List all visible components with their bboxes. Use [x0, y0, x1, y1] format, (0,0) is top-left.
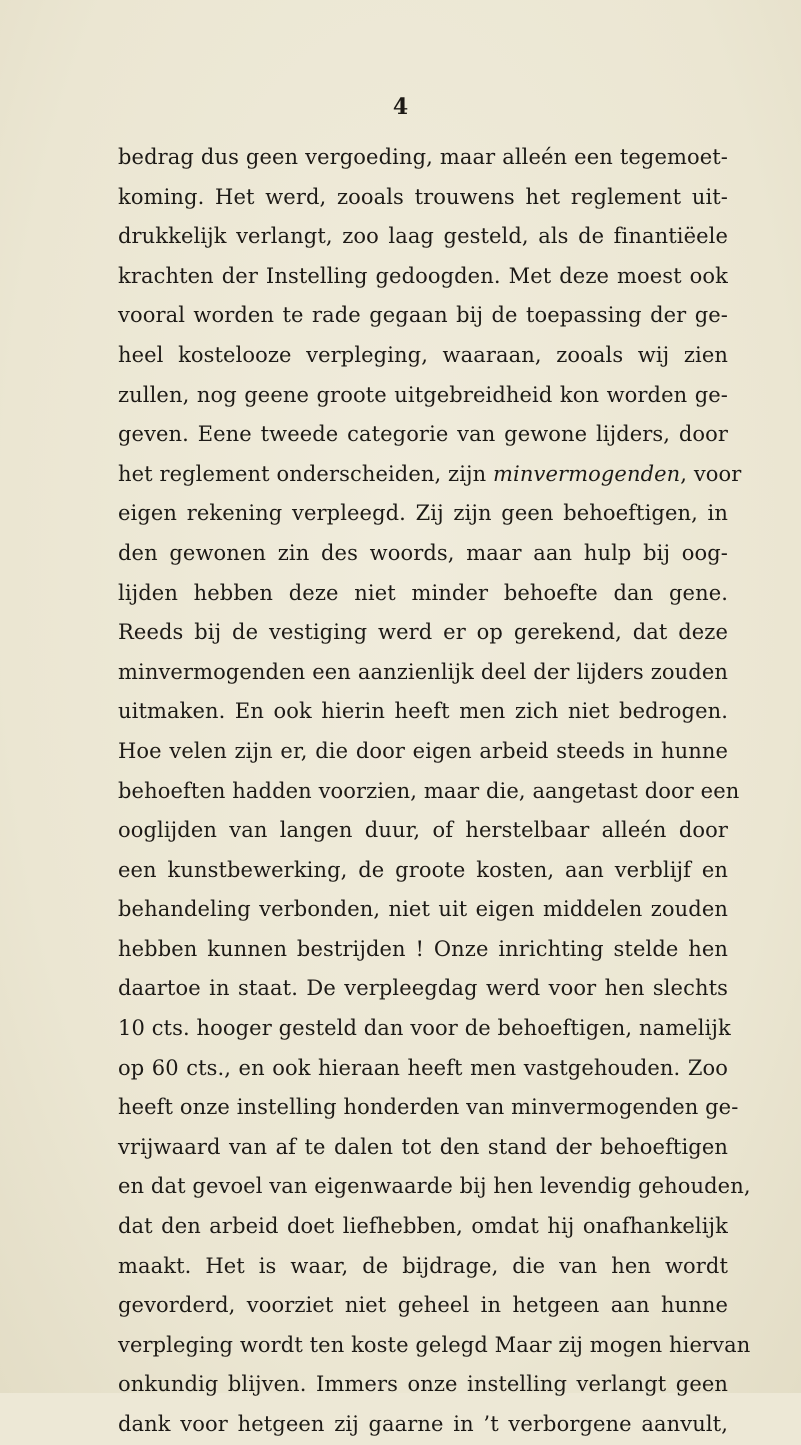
text-line: maakt. Het is waar, de bijdrage, die van hen wordt — [118, 1253, 728, 1278]
text-line: daartoe in staat. De verpleegdag werd voor hen slechts — [118, 976, 728, 1001]
text-line: drukkelijk verlangt, zoo laag gesteld, als de finantiëele — [118, 224, 728, 249]
text-line: geven. Eene tweede categorie van gewone lijders, door — [118, 422, 728, 447]
text-segment: , voor — [680, 461, 742, 486]
text-line: koming. Het werd, zooals trouwens het reglement uit- — [118, 184, 728, 209]
text-line: vooral worden te rade gegaan bij de toepassing der ge- — [118, 303, 728, 328]
text-line: dank voor hetgeen zij gaarne in ’t verborgene aanvult, — [118, 1412, 728, 1436]
text-line: ooglijden van langen duur, of herstelbaar alleén door — [118, 818, 728, 843]
text-line: eigen rekening verpleegd. Zij zijn geen behoeftigen, in — [118, 501, 728, 526]
text-line: behandeling verbonden, niet uit eigen middelen zouden — [118, 897, 728, 922]
text-line: een kunstbewerking, de groote kosten, aan verblijf en — [118, 857, 728, 882]
text-line: bedrag dus geen vergoeding, maar alleén een tegemoet- — [118, 145, 728, 169]
text-line: den gewonen zin des woords, maar aan hulp bij oog- — [118, 540, 728, 565]
text-line: heeft onze instelling honderden van minvermogenden ge- — [118, 1095, 739, 1120]
text-line: heel kostelooze verpleging, waaraan, zooals wij zien — [118, 342, 728, 367]
page-number: 4 — [392, 94, 409, 120]
text-line: lijden hebben deze niet minder behoefte dan gene. — [118, 580, 728, 605]
text-line: krachten der Instelling gedoogden. Met deze moest ook — [118, 263, 728, 288]
text-line: vrijwaard van af te dalen tot den stand der behoeftigen — [118, 1134, 728, 1159]
emphasized-term: minvermogenden — [493, 461, 681, 486]
text-segment: het reglement onderscheiden, zijn — [118, 461, 494, 486]
text-line: zullen, nog geene groote uitgebreidheid kon worden ge- — [118, 382, 728, 407]
text-line: Reeds bij de vestiging werd er op gerekend, dat deze — [118, 620, 728, 645]
text-line: Hoe velen zijn er, die door eigen arbeid steeds in hunne — [118, 738, 728, 763]
text-line: en dat gevoel van eigenwaarde bij hen levendig gehouden, — [118, 1174, 751, 1199]
text-line: dat den arbeid doet liefhebben, omdat hij onafhankelijk — [118, 1214, 728, 1239]
text-line: op 60 cts., en ook hieraan heeft men vastgehouden. Zoo — [118, 1055, 728, 1080]
body-text — [118, 138, 751, 1445]
text-line-with-emphasis — [118, 455, 742, 495]
text-line: onkundig blijven. Immers onze instelling verlangt geen — [118, 1372, 728, 1397]
text-line: hebben kunnen bestrijden ! Onze inrichting stelde hen — [118, 936, 728, 961]
text-line: verpleging wordt ten koste gelegd Maar zij mogen hiervan — [118, 1332, 751, 1357]
text-line: uitmaken. En ook hierin heeft men zich niet bedrogen. — [118, 699, 728, 724]
text-line: gevorderd, voorziet niet geheel in hetgeen aan hunne — [118, 1293, 728, 1318]
text-line: minvermogenden een aanzienlijk deel der lijders zouden — [118, 659, 728, 684]
text-line: behoeften hadden voorzien, maar die, aangetast door een — [118, 778, 740, 803]
text-line: 10 cts. hooger gesteld dan voor de behoeftigen, namelijk — [118, 1016, 731, 1041]
